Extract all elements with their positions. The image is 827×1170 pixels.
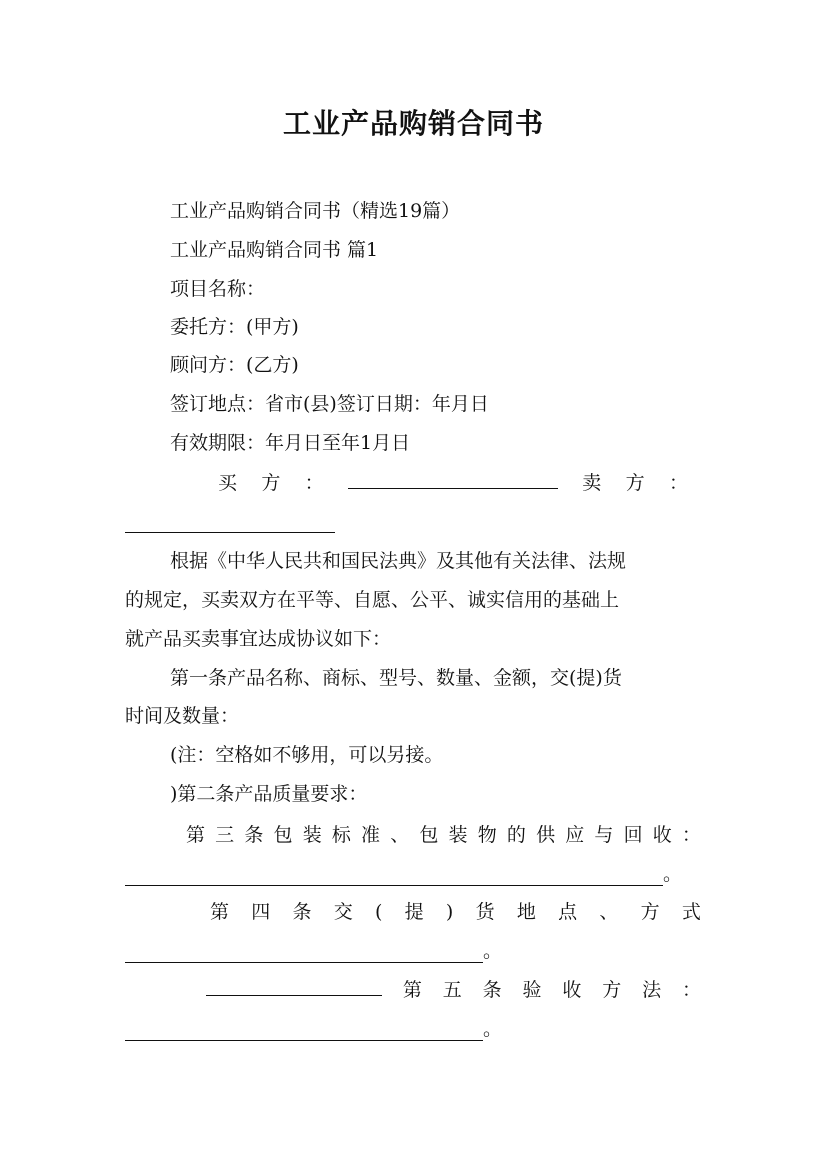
text-char: 条	[244, 824, 264, 846]
period-mark: 。	[663, 863, 683, 885]
text-char: 三	[215, 824, 235, 846]
page-title: 工业产品购销合同书	[282, 107, 544, 140]
seller-char: 方	[625, 472, 645, 494]
text-char: 验	[522, 979, 542, 1001]
section-heading: 工业产品购销合同书 篇1	[170, 239, 379, 261]
text-char: 地	[516, 901, 536, 923]
article-1-line: 第一条产品名称、商标、型号、数量、金额，交(提)货	[170, 667, 622, 689]
article-2-line: )第二条产品质量要求：	[170, 783, 368, 805]
paragraph-line: 根据《中华人民共和国民法典》及其他有关法律、法规	[170, 550, 627, 572]
buyer-char: ：	[304, 472, 324, 494]
buyer-seller-row	[218, 464, 688, 502]
blank-line	[125, 855, 701, 893]
text-char: 第	[186, 824, 206, 846]
article-4-line	[210, 893, 701, 931]
subtitle-line: 工业产品购销合同书（精选19篇）	[170, 200, 461, 222]
buyer-blank	[348, 466, 558, 489]
text-char: 收	[562, 979, 582, 1001]
text-char: (	[375, 901, 383, 923]
client-line: 委托方：(甲方)	[170, 316, 299, 338]
text-char: 提	[404, 901, 424, 923]
text-char: 第	[402, 979, 422, 1001]
blank-line	[125, 1010, 701, 1048]
fill-blank	[125, 940, 483, 963]
seller-char: 卖	[582, 472, 602, 494]
period-mark: 。	[483, 1018, 503, 1040]
text-char: 回	[623, 824, 643, 846]
text-char: 包	[419, 824, 439, 846]
text-char: 与	[594, 824, 614, 846]
text-char: 四	[251, 901, 271, 923]
text-char: 条	[292, 901, 312, 923]
text-char: 标	[331, 824, 351, 846]
seller-char: ：	[668, 472, 688, 494]
seller-blank-line	[125, 502, 701, 540]
article-3-line	[186, 816, 701, 854]
text-char: 供	[536, 824, 556, 846]
blank-line	[125, 932, 701, 970]
text-char: 包	[273, 824, 293, 846]
text-char: 收	[652, 824, 672, 846]
text-char: 应	[565, 824, 585, 846]
text-char: ：	[681, 824, 701, 846]
text-char: 装	[448, 824, 468, 846]
text-char: )	[445, 901, 454, 923]
seller-blank	[125, 510, 335, 533]
note-line: (注：空格如不够用，可以另接。	[170, 744, 444, 766]
fill-blank	[206, 973, 382, 996]
buyer-char: 买	[218, 472, 238, 494]
text-char: 式	[681, 901, 701, 923]
text-char: 的	[506, 824, 526, 846]
text-char: 法	[642, 979, 662, 1001]
text-char: 方	[602, 979, 622, 1001]
paragraph-line: 的规定，买卖双方在平等、自愿、公平、诚实信用的基础上	[125, 589, 620, 611]
text-char: 货	[475, 901, 495, 923]
text-char: 准	[361, 824, 381, 846]
text-char: 条	[482, 979, 502, 1001]
text-char: ：	[681, 979, 701, 1001]
text-char: 交	[333, 901, 353, 923]
buyer-char: 方	[261, 472, 281, 494]
fill-blank	[125, 1018, 483, 1041]
fill-blank	[125, 863, 663, 886]
validity-line: 有效期限：年月日至年1月日	[170, 432, 411, 454]
text-char: 物	[477, 824, 497, 846]
text-char: 装	[302, 824, 322, 846]
signing-place-line: 签订地点：省市(县)签订日期：年月日	[170, 393, 489, 415]
text-char: 方	[640, 901, 660, 923]
article-5-line	[206, 971, 701, 1009]
period-mark: 。	[483, 940, 503, 962]
text-char: 五	[442, 979, 462, 1001]
text-char: 、	[599, 901, 619, 923]
consultant-line: 顾问方：(乙方)	[170, 354, 299, 376]
text-char: 、	[390, 824, 410, 846]
project-name-line: 项目名称：	[170, 278, 266, 300]
text-char: 第	[210, 901, 230, 923]
paragraph-line: 就产品买卖事宜达成协议如下：	[125, 628, 392, 650]
article-1-line: 时间及数量：	[125, 705, 240, 727]
text-char: 点	[558, 901, 578, 923]
